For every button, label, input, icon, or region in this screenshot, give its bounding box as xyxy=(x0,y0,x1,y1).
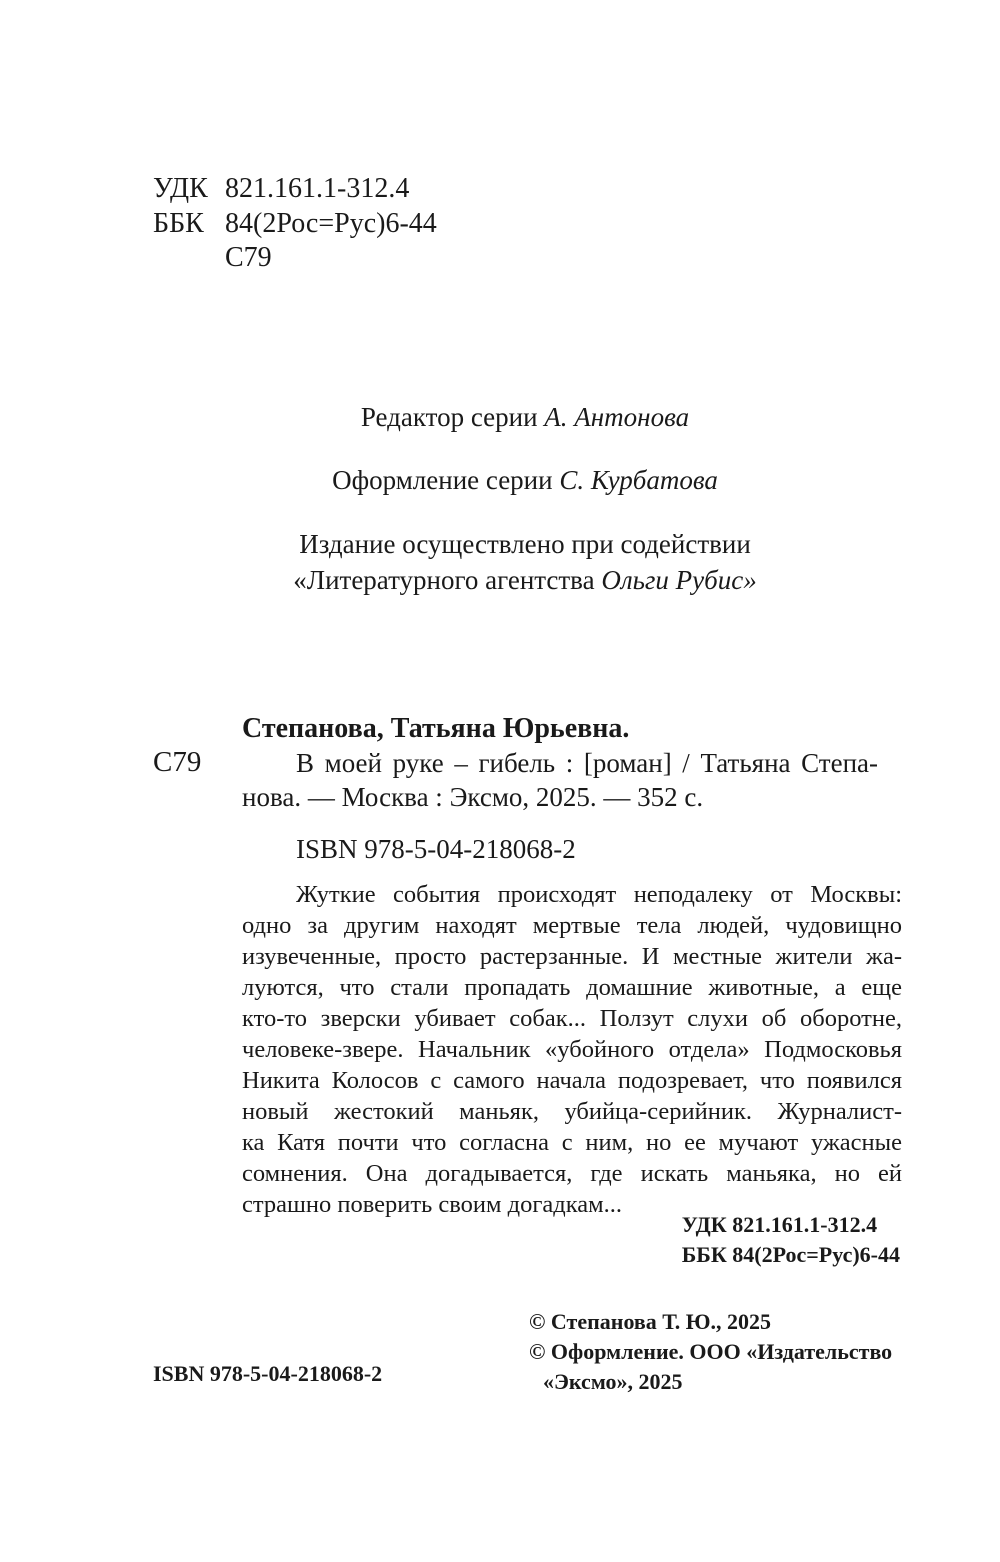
support-line-2-prefix: «Литературного агентства xyxy=(293,565,595,595)
annotation-line: одно за другим находят мертвые тела людей, чудовищно xyxy=(242,912,902,939)
footer-udk: УДК 821.161.1-312.4 xyxy=(681,1212,878,1237)
biblio-line-1: В моей руке – гибель : [роман] / Татьяна Степа- xyxy=(296,748,878,778)
annotation xyxy=(242,879,902,1220)
series-design-name: С. Курбатова xyxy=(559,465,718,495)
support-line-1: Издание осуществлено при содействии xyxy=(299,529,751,559)
support-line-2 xyxy=(0,563,1000,597)
annotation-line: луются, что стали пропадать домашние животные, а еще xyxy=(242,974,902,1001)
copyright-block xyxy=(529,1307,892,1397)
bibliographic-description xyxy=(242,746,878,814)
author-heading: Степанова, Татьяна Юрьевна. xyxy=(242,713,630,744)
annotation-line: страшно поверить своим догадкам... xyxy=(242,1191,623,1218)
udk-label: УДК xyxy=(153,173,208,204)
author-code-top: С79 xyxy=(225,242,272,273)
series-editor-prefix: Редактор серии xyxy=(360,402,538,432)
copyright-design-line-2: «Эксмо», 2025 xyxy=(543,1369,683,1394)
support-line-2-name: Ольги Рубис» xyxy=(601,565,757,595)
biblio-line-2: нова. — Москва : Эксмо, 2025. — 352 с. xyxy=(242,782,704,812)
series-design-prefix: Оформление серии xyxy=(332,465,553,495)
bbk-label: ББК xyxy=(153,208,204,239)
annotation-line: Никита Колосов с самого начала подозревает, что появился xyxy=(242,1067,902,1094)
footer-isbn: ISBN 978-5-04-218068-2 xyxy=(153,1361,383,1386)
bbk-line xyxy=(153,207,437,241)
annotation-line: человеке-звере. Начальник «убойного отдела» Подмосковья xyxy=(242,1036,902,1063)
footer-bbk: ББК 84(2Рос=Рус)6-44 xyxy=(681,1242,900,1267)
udk-line xyxy=(153,172,409,206)
bbk-value: 84(2Рос=Рус)6-44 xyxy=(225,208,437,239)
copyright-design-line-1: © Оформление. ООО «Издательство xyxy=(529,1339,893,1364)
annotation-line: ка Катя почти что согласна с ним, но ее мучают ужасные xyxy=(242,1129,902,1156)
annotation-line: новый жестокий маньяк, убийца-серийник. Журналист- xyxy=(242,1098,902,1125)
annotation-line: кто-то зверски убивает собак... Ползут слухи об оборотне, xyxy=(242,1005,902,1032)
isbn-record: ISBN 978-5-04-218068-2 xyxy=(296,834,576,864)
series-editor-name: А. Антонова xyxy=(544,402,690,432)
udk-value: 821.161.1-312.4 xyxy=(225,173,410,204)
footer-codes xyxy=(682,1210,900,1270)
copyright-author: © Степанова Т. Ю., 2025 xyxy=(529,1309,772,1334)
annotation-line: изувеченные, просто растерзанные. И местные жители жа- xyxy=(242,943,902,970)
series-editor xyxy=(0,400,1000,434)
series-design xyxy=(0,463,1000,497)
author-code-record: С79 xyxy=(153,746,202,778)
annotation-line: Жуткие события происходят неподалеку от Москвы: xyxy=(296,881,902,908)
annotation-line: сомнения. Она догадывается, где искать маньяка, но ей xyxy=(242,1160,902,1187)
